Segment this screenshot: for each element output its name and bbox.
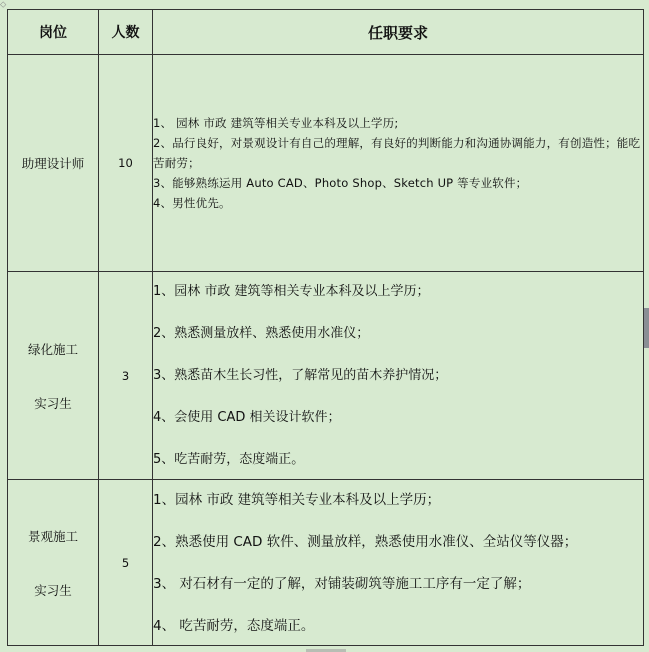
header-position: 岗位	[8, 10, 99, 55]
job-requirements-table	[7, 9, 644, 646]
requirements-cell	[153, 272, 644, 480]
position-cell	[8, 272, 99, 480]
requirement-item: 1、园林 市政 建筑等相关专业本科及以上学历；	[153, 491, 441, 508]
requirement-item: 3、能够熟练运用 Auto CAD、Photo Shop、Sketch UP 等专业软件；	[153, 176, 528, 190]
position-name-line: 实习生	[34, 582, 72, 598]
position-name: 助理设计师	[21, 156, 85, 171]
requirement-item: 4、会使用 CAD 相关设计软件；	[153, 409, 341, 425]
requirements-cell	[153, 480, 644, 646]
header-headcount: 人数	[99, 10, 153, 55]
requirements-cell	[153, 55, 644, 272]
requirement-item: 3、 对石材有一定的了解，对铺装砌筑等施工工序有一定了解；	[153, 575, 531, 592]
table-row	[8, 55, 644, 272]
requirement-item: 2、熟悉测量放样、熟悉使用水准仪；	[153, 325, 370, 341]
requirement-item: 3、熟悉苗木生长习性，了解常见的苗木养护情况；	[153, 367, 448, 383]
requirement-item: 2、熟悉使用 CAD 软件、测量放样，熟悉使用水准仪、全站仪等仪器；	[153, 533, 578, 550]
table-header-row	[8, 10, 644, 55]
requirement-item: 4、 吃苦耐劳，态度端正。	[153, 617, 315, 634]
position-name-line: 绿化施工	[27, 341, 78, 357]
select-all-corner-icon[interactable]: ⬦	[0, 0, 7, 10]
requirement-item: 1、 园林 市政 建筑等相关专业本科及以上学历;	[153, 116, 399, 130]
headcount-cell: 3	[99, 272, 153, 480]
headcount-cell: 10	[99, 55, 153, 272]
requirement-item: 1、园林 市政 建筑等相关专业本科及以上学历；	[153, 283, 430, 299]
position-cell	[8, 55, 99, 272]
position-name-line: 实习生	[34, 395, 72, 411]
requirement-item: 5、吃苦耐劳，态度端正。	[153, 451, 305, 467]
table-row	[8, 480, 644, 646]
requirement-item: 2、品行良好，对景观设计有自己的理解，有良好的判断能力和沟通协调能力，有创造性；能吃苦耐劳；	[153, 136, 641, 170]
table-row	[8, 272, 644, 480]
headcount-cell: 5	[99, 480, 153, 646]
position-name-line: 景观施工	[27, 528, 78, 544]
header-requirements: 任职要求	[153, 10, 644, 55]
side-scroll-handle[interactable]	[644, 308, 649, 348]
requirement-item: 4、男性优先。	[153, 196, 231, 210]
position-cell	[8, 480, 99, 646]
